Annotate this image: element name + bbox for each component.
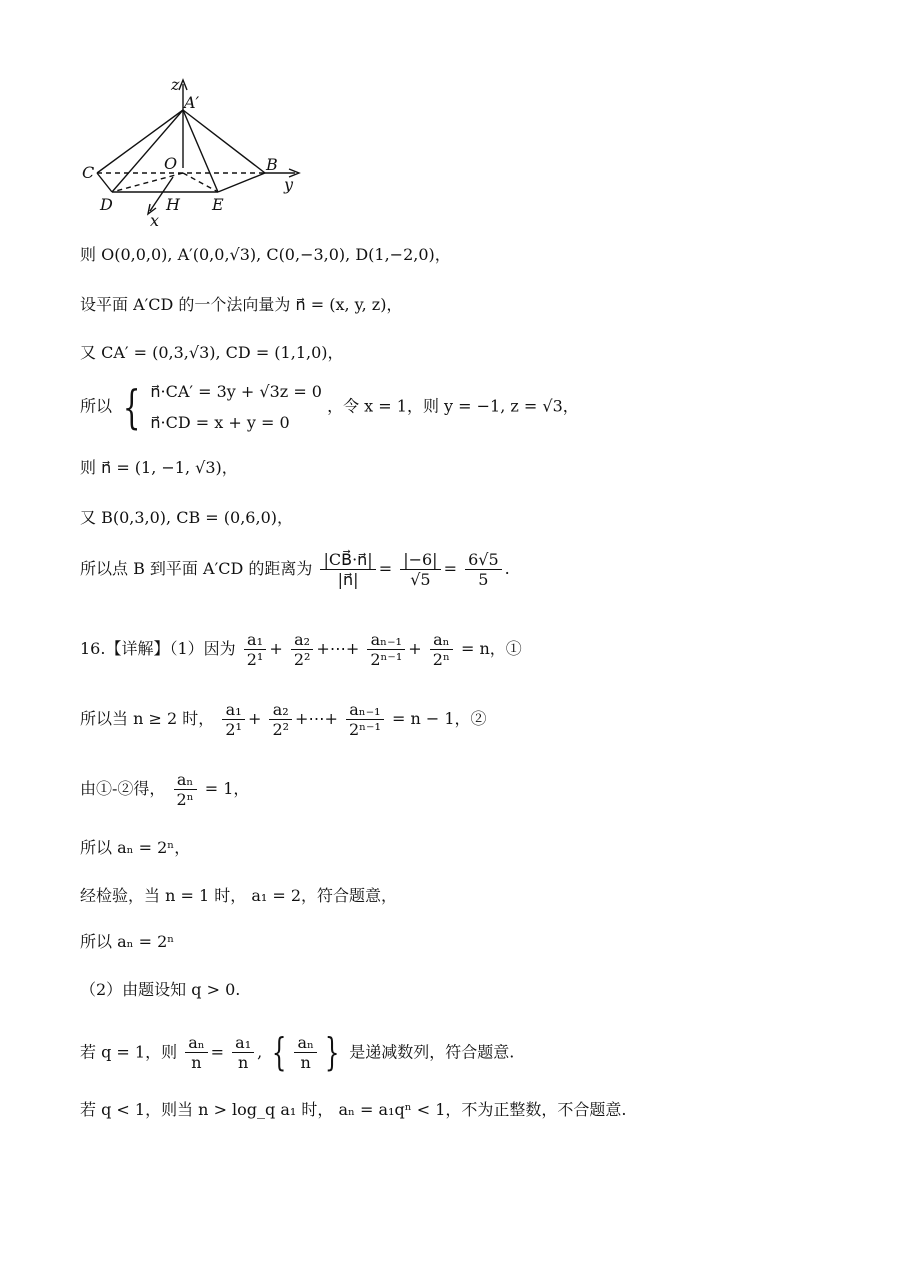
equation-2-prefix: 所以当 n ≥ 2 时，	[80, 709, 215, 729]
part-2-line: （2）由题设知 q > 0.	[80, 980, 241, 999]
label-x: x	[150, 211, 160, 230]
q-equals-1-line: 若 q = 1，则 $\frac{\text{aₙ}}{n}$ = $\frac{\text{a₁}}{n}$ , { $\frac{\text{aₙ}}{n}$ } 是递减数列，符合题意.	[80, 1030, 515, 1074]
result-denominator: 5	[478, 570, 489, 590]
label-C: C	[82, 163, 95, 182]
edge-CD	[97, 173, 112, 192]
result-numerator: 6√5	[465, 550, 502, 570]
label-y: y	[284, 175, 294, 194]
coordinates-line: 则 O(0,0,0), A′(0,0,√3), C(0,−3,0), D(1,−2,0)，	[80, 245, 451, 264]
pyramid-figure	[70, 70, 320, 230]
normal-vector-setup: 设平面 A′CD 的一个法向量为 n⃗ = (x, y, z)，	[80, 295, 403, 314]
q-equals-1-conclusion: 是递减数列，符合题意.	[349, 1042, 515, 1062]
distance-numerator: |CB⃗·n⃗|	[320, 550, 375, 570]
subtract-line: 由①-②得， $\frac{\text{aₙ}}{\text{2ⁿ}}$ = 1，	[80, 770, 250, 810]
vectors-CA-CD: 又 CA′ = (0,3,√3), CD = (1,1,0)，	[80, 343, 344, 362]
check-line: 经检验，当 n = 1 时， a₁ = 2，符合题意，	[80, 886, 398, 905]
subtract-prefix: 由①-②得，	[80, 779, 166, 799]
an-conclusion-line: 所以 aₙ = 2ⁿ	[80, 932, 175, 951]
distance-fraction	[320, 550, 375, 589]
q-less-1-line: 若 q < 1，则当 n > log_q a₁ 时， aₙ = a₁qⁿ < 1，不为正整数，不合题意.	[80, 1100, 627, 1119]
left-brace: {	[122, 380, 141, 435]
vector-CB: 又 B(0,3,0), CB = (0,6,0)，	[80, 508, 293, 527]
problem-16-heading: 16.【详解】（1）因为	[80, 639, 236, 659]
distance-denominator: |n⃗|	[337, 570, 359, 590]
equation-system	[117, 380, 322, 435]
edge-AB	[183, 110, 265, 173]
equation-2-line: 所以当 n ≥ 2 时， $\frac{\text{a₁}}{\text{2¹}}$ + $\frac{\text{a₂}}{\text{2²}}$ +⋯+ $\frac{\text{aₙ₋₁}}{\text{2ⁿ⁻¹}}$ = n − 1，②	[80, 700, 487, 740]
system-eq-2: n⃗·CD = x + y = 0	[150, 413, 290, 433]
problem-16-line: 16.【详解】（1）因为 $\frac{\text{a₁}}{\text{2¹}}$ + $\frac{\text{a₂}}{\text{2²}}$ +⋯+ $\frac{\text{aₙ₋₁}}{\text{2ⁿ⁻¹}}$ + $\frac{\text{aₙ}}{\text{2ⁿ}}$ = n，①	[80, 630, 522, 670]
system-eq-1: n⃗·CA′ = 3y + √3z = 0	[150, 382, 322, 401]
q-equals-1-prefix: 若 q = 1，则	[80, 1042, 178, 1062]
label-H: H	[166, 195, 180, 214]
distance-prefix: 所以点 B 到平面 A′CD 的距离为	[80, 559, 313, 579]
normal-vector-result: 则 n⃗ = (1, −1, √3)，	[80, 458, 238, 477]
label-B: B	[266, 155, 278, 174]
system-prefix: 所以	[80, 396, 113, 416]
equation-2-tail: = n − 1，②	[392, 709, 487, 729]
equation-1-tail: = n，①	[461, 639, 522, 659]
result-fraction	[465, 550, 502, 589]
subtract-result: = 1，	[204, 779, 250, 799]
value-denominator: √5	[410, 570, 431, 590]
label-A: A′	[184, 93, 200, 112]
label-E: E	[212, 195, 224, 214]
value-fraction	[400, 550, 440, 589]
value-numerator: |−6|	[400, 550, 440, 570]
edge-EB	[218, 173, 265, 192]
an-formula-line: 所以 aₙ = 2ⁿ，	[80, 838, 191, 857]
label-D: D	[100, 195, 113, 214]
distance-line: 所以点 B 到平面 A′CD 的距离为 $\frac{|CB⃗\cdot n⃗|}{|n⃗|}$ = $\frac{|-6|}{√5}$ = $\frac{6√5}{5}$ .	[80, 550, 510, 590]
edge-OD-dashed	[112, 173, 183, 192]
edge-AE	[183, 110, 218, 192]
label-z: z	[171, 75, 180, 94]
system-line	[80, 380, 579, 435]
edge-AD	[112, 110, 183, 192]
label-O: O	[164, 154, 178, 173]
system-solution: ，令 x = 1，则 y = −1, z = √3，	[327, 396, 579, 416]
edge-OE-dashed	[183, 173, 218, 192]
